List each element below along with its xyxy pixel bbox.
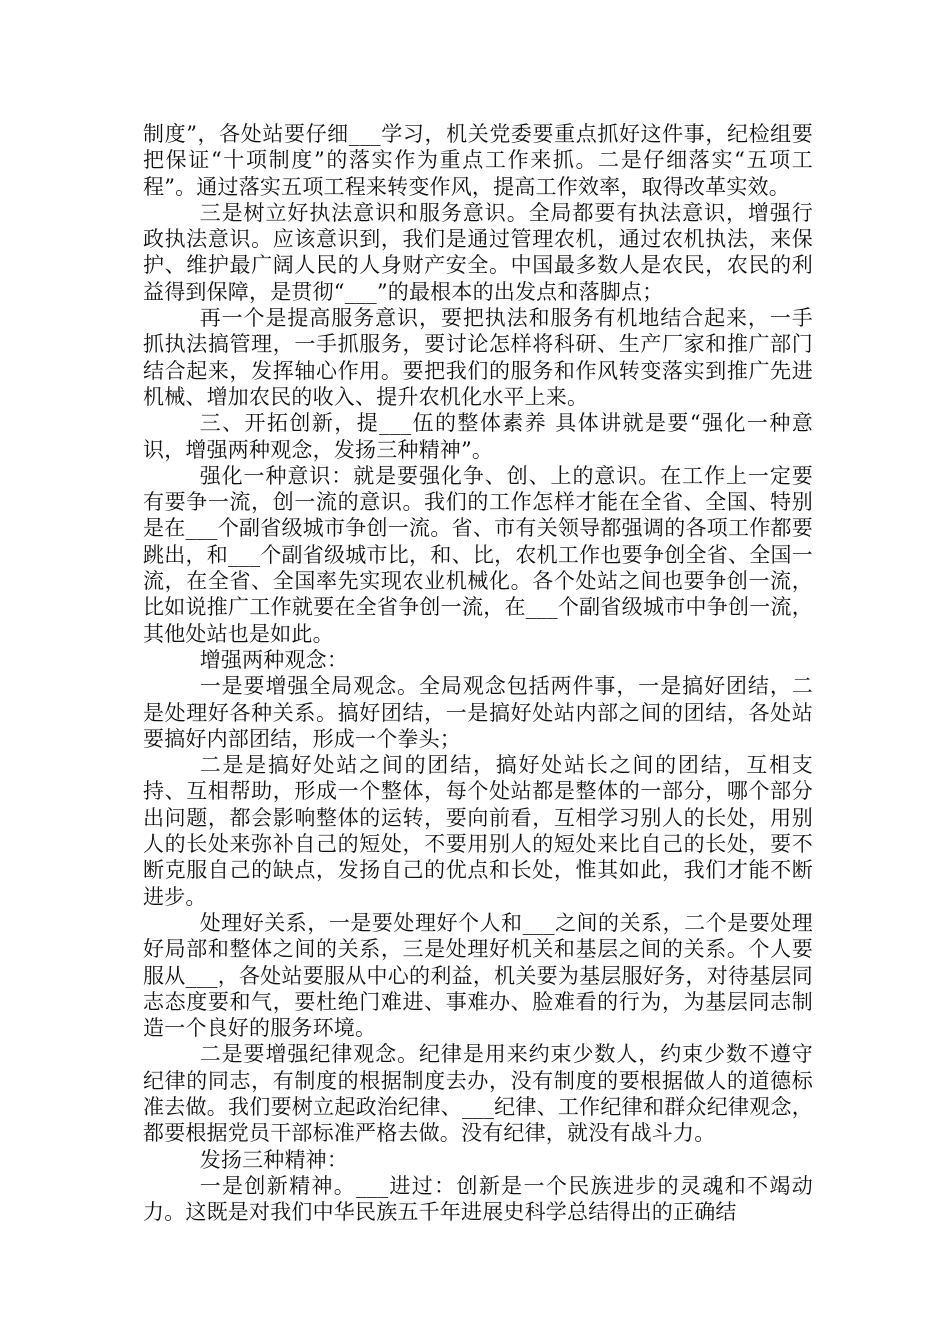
paragraph-7: 一是要增强全局观念。全局观念包括两件事，一是搞好团结，二是处理好各种关系。搞好团结，一是搞好处站内部之间的团结，各处站要搞好内部团结，形成一个拳头； <box>143 674 813 751</box>
paragraph-5: 强化一种意识：就是要强化争、创、上的意识。在工作上一定要有要争一流，创一流的意识。我们的工作怎样才能在全省、全国、特别是在___个副省级城市争创一流。省、市有关领导都强调的各项工作都要跳出，和___个副省级城市比，和、比，农机工作也要争创全省、全国一流，在全省、全国率先实现农业机械化。各个处站之间也要争创一流，比如说推广工作就要在全省争创一流，在___个副省级城市中争创一流，其他处站也是如此。 <box>143 463 813 646</box>
paragraph-1: 制度”，各处站要仔细___学习，机关党委要重点抓好这件事，纪检组要把保证“十项制度”的落实作为重点工作来抓。二是仔细落实“五项工程”。通过落实五项工程来转变作风，提高工作效率，取得改革实效。 <box>143 122 813 199</box>
paragraph-11: 发扬三种精神： <box>199 1147 349 1172</box>
paragraph-2: 三是树立好执法意识和服务意识。全局都要有执法意识，增强行政执法意识。应该意识到，我们是通过管理农机，通过农机执法，来保护、维护最广阔人民的人身财产安全。中国最多数人是农民，农民的利益得到保障，是贯彻“___”的最根本的出发点和落脚点； <box>143 200 813 304</box>
paragraph-8: 二是是搞好处站之间的团结，搞好处站长之间的团结，互相支持、互相帮助，形成一个整体，每个处站都是整体的一部分，哪个部分出问题，都会影响整体的运转，要向前看，互相学习别人的长处，用别人的长处来弥补自己的短处，不要用别人的短处来比自己的长处，要不断克服自己的缺点，发扬自己的优点和长处，惟其如此，我们才能不断进步。 <box>143 753 813 909</box>
paragraph-6: 增强两种观念： <box>199 647 349 672</box>
paragraph-4: 三、开拓创新，提___伍的整体素养 具体讲就是要“强化一种意识，增强两种观念，发扬三种精神”。 <box>143 411 813 462</box>
paragraph-3: 再一个是提高服务意识，要把执法和服务有机地结合起来，一手抓执法搞管理，一手抓服务，要讨论怎样将科研、生产厂家和推广部门结合起来，发挥轴心作用。要把我们的服务和作风转变落实到推广先进机械、增加农民的收入、提升农机化水平上来。 <box>143 306 813 409</box>
paragraph-9: 处理好关系，一是要处理好个人和___之间的关系，二个是要处理好局部和整体之间的关系，三是处理好机关和基层之间的关系。个人要服从___，各处站要服从中心的利益，机关要为基层服好务，对待基层同志态度要和气，要杜绝门难进、事难办、脸难看的行为，为基层同志制造一个良好的服务环境。 <box>143 910 813 1041</box>
paragraph-12: 一是创新精神。___进过：创新是一个民族进步的灵魂和不竭动力。这既是对我们中华民族五千年进展史科学总结得出的正确结 <box>143 1173 813 1225</box>
document-page <box>143 121 813 1225</box>
paragraph-10: 二是要增强纪律观念。纪律是用来约束少数人，约束少数不遵守纪律的同志，有制度的根据制度去办，没有制度的要根据做人的道德标准去做。我们要树立起政治纪律、___纪律、工作纪律和群众纪律观念，都要根据党员干部标准严格去做。没有纪律，就没有战斗力。 <box>143 1042 813 1146</box>
